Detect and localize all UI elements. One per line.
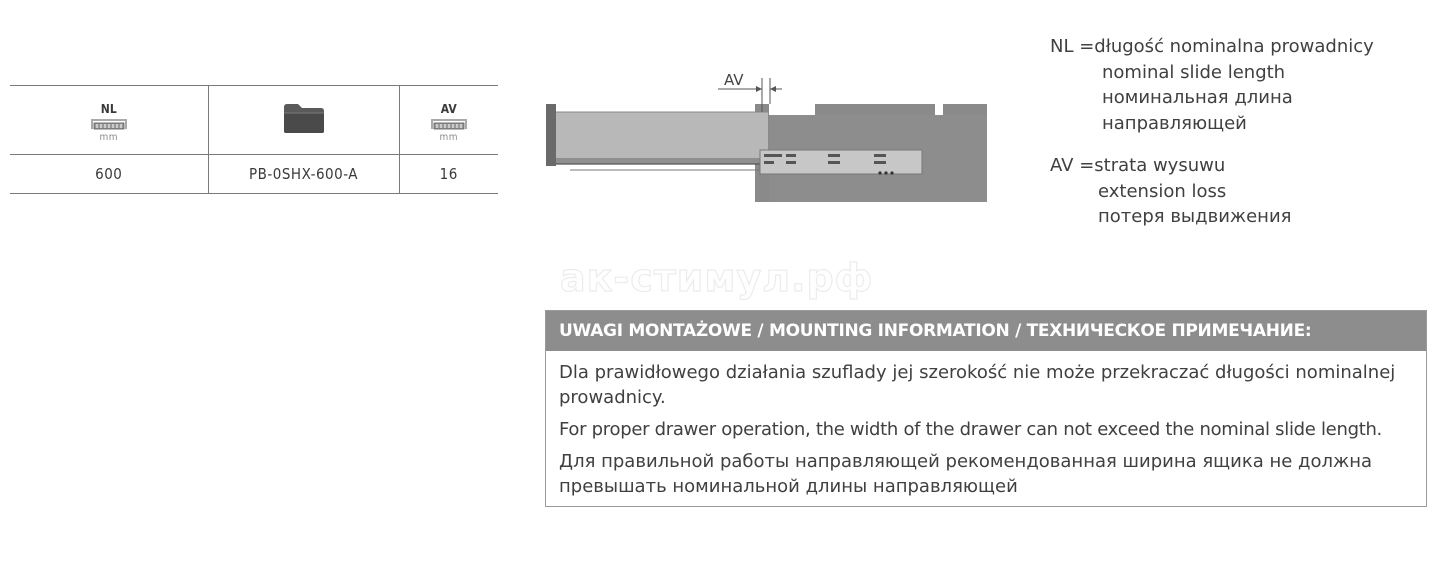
nl-value-cell: 600: [10, 155, 208, 194]
legend-av-line-1: strata wysuwu: [1094, 155, 1226, 176]
legend-nl-line-4: направляющей: [1102, 112, 1247, 134]
legend-nl-line-2: nominal slide length: [1102, 61, 1286, 83]
legend-av-line-2: extension loss: [1098, 180, 1227, 202]
legend-nl-line-3: номинальная длина: [1102, 87, 1293, 108]
legend: [1050, 34, 1374, 230]
nl-header-label: NL: [100, 101, 117, 116]
notice-text-ru: Для правильной работы направляющей рекомендованная ширина ящика не должна превышать номинальной длины направляющей: [559, 451, 1372, 497]
notice-text-en: For proper drawer operation, the width of the drawer can not exceed the nominal slide length.: [559, 419, 1382, 440]
slide-rail-icon: [431, 117, 467, 131]
legend-av-key: AV =: [1050, 155, 1095, 176]
notice-title: UWAGI MONTAŻOWE / MOUNTING INFORMATION / ТЕХНИЧЕСКОЕ ПРИМЕЧАНИЕ:: [546, 311, 1426, 351]
av-header-cell: [399, 86, 498, 155]
notice-body: [546, 351, 1426, 499]
nl-header-cell: [10, 86, 208, 155]
slide-rail: [760, 150, 922, 174]
legend-nl-line-1: długość nominalna prowadnicy: [1094, 36, 1374, 57]
spec-table: [10, 85, 498, 194]
mounting-notice: [545, 310, 1427, 507]
av-value-cell: 16: [399, 155, 498, 194]
watermark: ак-стимул.рф: [560, 256, 874, 300]
slide-rail-icon: [91, 117, 127, 131]
legend-nl: [1050, 34, 1374, 60]
legend-av: [1050, 153, 1374, 179]
av-unit-label: mm: [439, 131, 459, 143]
av-header-label: AV: [440, 101, 457, 116]
legend-av-line-3: потеря выдвижения: [1098, 206, 1292, 227]
code-header-cell: [208, 86, 399, 155]
drawer-box: [556, 112, 768, 158]
product-code-cell: PB-0SHX-600-A: [208, 155, 399, 194]
nl-unit-label: mm: [99, 131, 119, 143]
slide-drawing: [540, 60, 1000, 210]
folder-icon: [282, 101, 326, 135]
notice-text-pl: Dla prawidłowego działania szuflady jej szerokość nie może przekraczać długości nominalnej prowadnicy.: [559, 362, 1396, 408]
drawer-front-panel: [546, 104, 556, 166]
spec-table-row: [10, 155, 498, 194]
legend-nl-key: NL =: [1050, 36, 1095, 57]
av-dimension-label: AV: [724, 71, 744, 89]
spec-table-header-row: [10, 86, 498, 155]
